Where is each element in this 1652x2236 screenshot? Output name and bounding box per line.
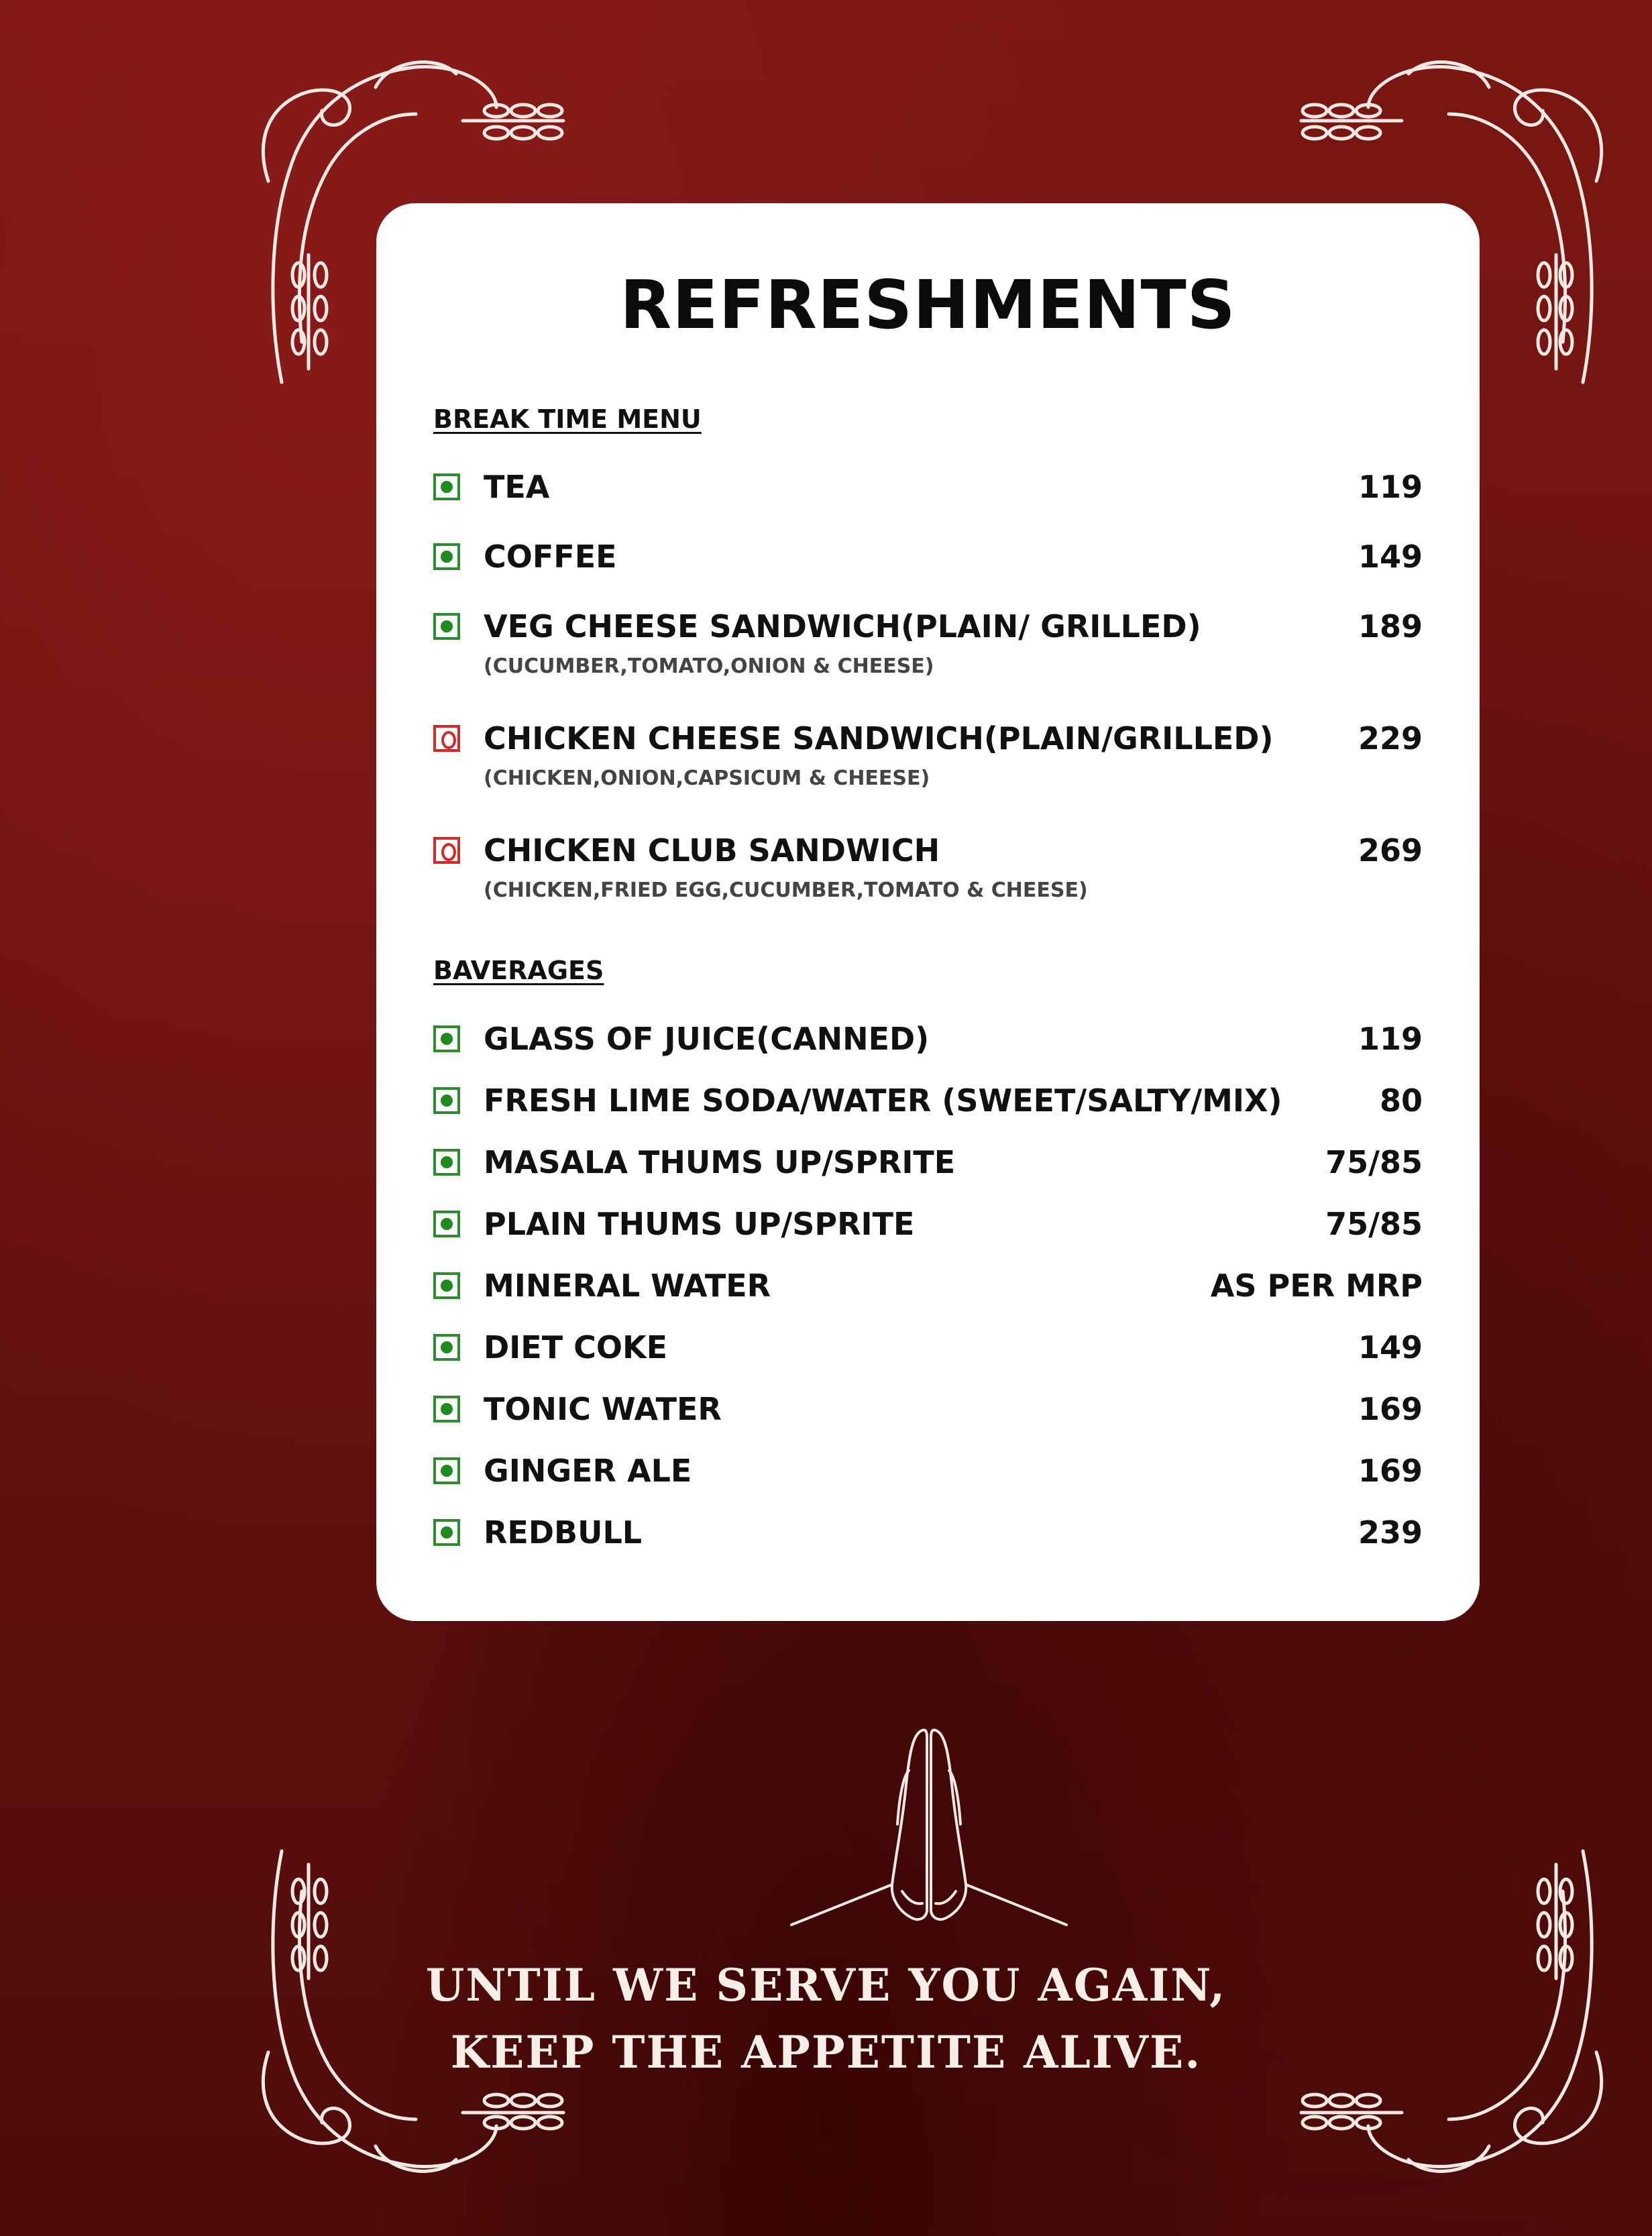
item-name: FRESH LIME SODA/WATER (SWEET/SALTY/MIX) [484, 1082, 1282, 1119]
menu-item [433, 1143, 1423, 1184]
menu-card [376, 203, 1480, 1621]
namaste-hands-icon [785, 1717, 1073, 1952]
veg-symbol-icon [433, 1334, 460, 1361]
item-name: GLASS OF JUICE(CANNED) [484, 1021, 930, 1057]
section-heading-break-time: BREAK TIME MENU [433, 404, 702, 434]
item-price: 169 [1358, 1453, 1423, 1489]
item-name: CHICKEN CLUB SANDWICH [484, 832, 940, 869]
menu-item [433, 1390, 1423, 1431]
item-name: COFFEE [484, 539, 617, 575]
menu-item [433, 720, 1423, 790]
item-price: 149 [1358, 539, 1423, 575]
item-price: 75/85 [1325, 1206, 1423, 1242]
tagline-line-1: UNTIL WE SERVE YOU AGAIN, [425, 1959, 1227, 2011]
veg-symbol-icon [433, 1025, 460, 1052]
menu-item [433, 468, 1423, 508]
menu-item [433, 608, 1423, 678]
menu-item [433, 1205, 1423, 1245]
veg-symbol-icon [433, 1272, 460, 1299]
menu-item [433, 1452, 1423, 1492]
menu-item [433, 832, 1423, 902]
veg-symbol-icon [433, 543, 460, 570]
item-price: 149 [1358, 1329, 1423, 1365]
section-heading-beverages: BAVERAGES [433, 956, 604, 985]
item-price: 119 [1358, 1021, 1423, 1057]
veg-symbol-icon [433, 1149, 460, 1176]
veg-symbol-icon [433, 1519, 460, 1546]
item-price: 189 [1358, 608, 1423, 645]
item-price: 75/85 [1325, 1144, 1423, 1180]
item-name: MINERAL WATER [484, 1268, 771, 1304]
item-name: MASALA THUMS UP/SPRITE [484, 1144, 956, 1180]
veg-symbol-icon [433, 473, 460, 500]
item-name: CHICKEN CHEESE SANDWICH(PLAIN/GRILLED) [484, 720, 1274, 757]
item-price: 269 [1358, 832, 1423, 869]
item-name: TEA [484, 469, 550, 505]
menu-item [433, 1082, 1423, 1122]
veg-symbol-icon [433, 1396, 460, 1422]
item-price: 80 [1379, 1082, 1423, 1119]
item-price: 119 [1358, 469, 1423, 505]
menu-item [433, 1020, 1423, 1060]
item-name: DIET COKE [484, 1329, 668, 1365]
item-price: 169 [1358, 1391, 1423, 1427]
item-name: REDBULL [484, 1514, 643, 1551]
nonveg-symbol-icon [433, 725, 460, 752]
item-price: 239 [1358, 1514, 1423, 1551]
nonveg-symbol-icon [433, 837, 460, 864]
veg-symbol-icon [433, 1457, 460, 1484]
menu-item [433, 1329, 1423, 1369]
item-price: AS PER MRP [1210, 1268, 1423, 1304]
tagline-line-2: KEEP THE APPETITE ALIVE. [450, 2026, 1202, 2078]
veg-symbol-icon [433, 1087, 460, 1114]
item-name: TONIC WATER [484, 1391, 722, 1427]
veg-symbol-icon [433, 613, 460, 640]
item-description: (CUCUMBER,TOMATO,ONION & CHEESE) [484, 655, 934, 678]
item-price: 229 [1358, 720, 1423, 757]
menu-item [433, 1267, 1423, 1307]
item-name: PLAIN THUMS UP/SPRITE [484, 1206, 915, 1242]
menu-item [433, 538, 1423, 578]
veg-symbol-icon [433, 1211, 460, 1237]
item-description: (CHICKEN,FRIED EGG,CUCUMBER,TOMATO & CHEESE) [484, 879, 1088, 902]
item-name: VEG CHEESE SANDWICH(PLAIN/ GRILLED) [484, 608, 1201, 645]
item-name: GINGER ALE [484, 1453, 692, 1489]
item-description: (CHICKEN,ONION,CAPSICUM & CHEESE) [484, 767, 930, 790]
menu-item [433, 1514, 1423, 1554]
menu-title: REFRESHMENTS [620, 266, 1236, 344]
